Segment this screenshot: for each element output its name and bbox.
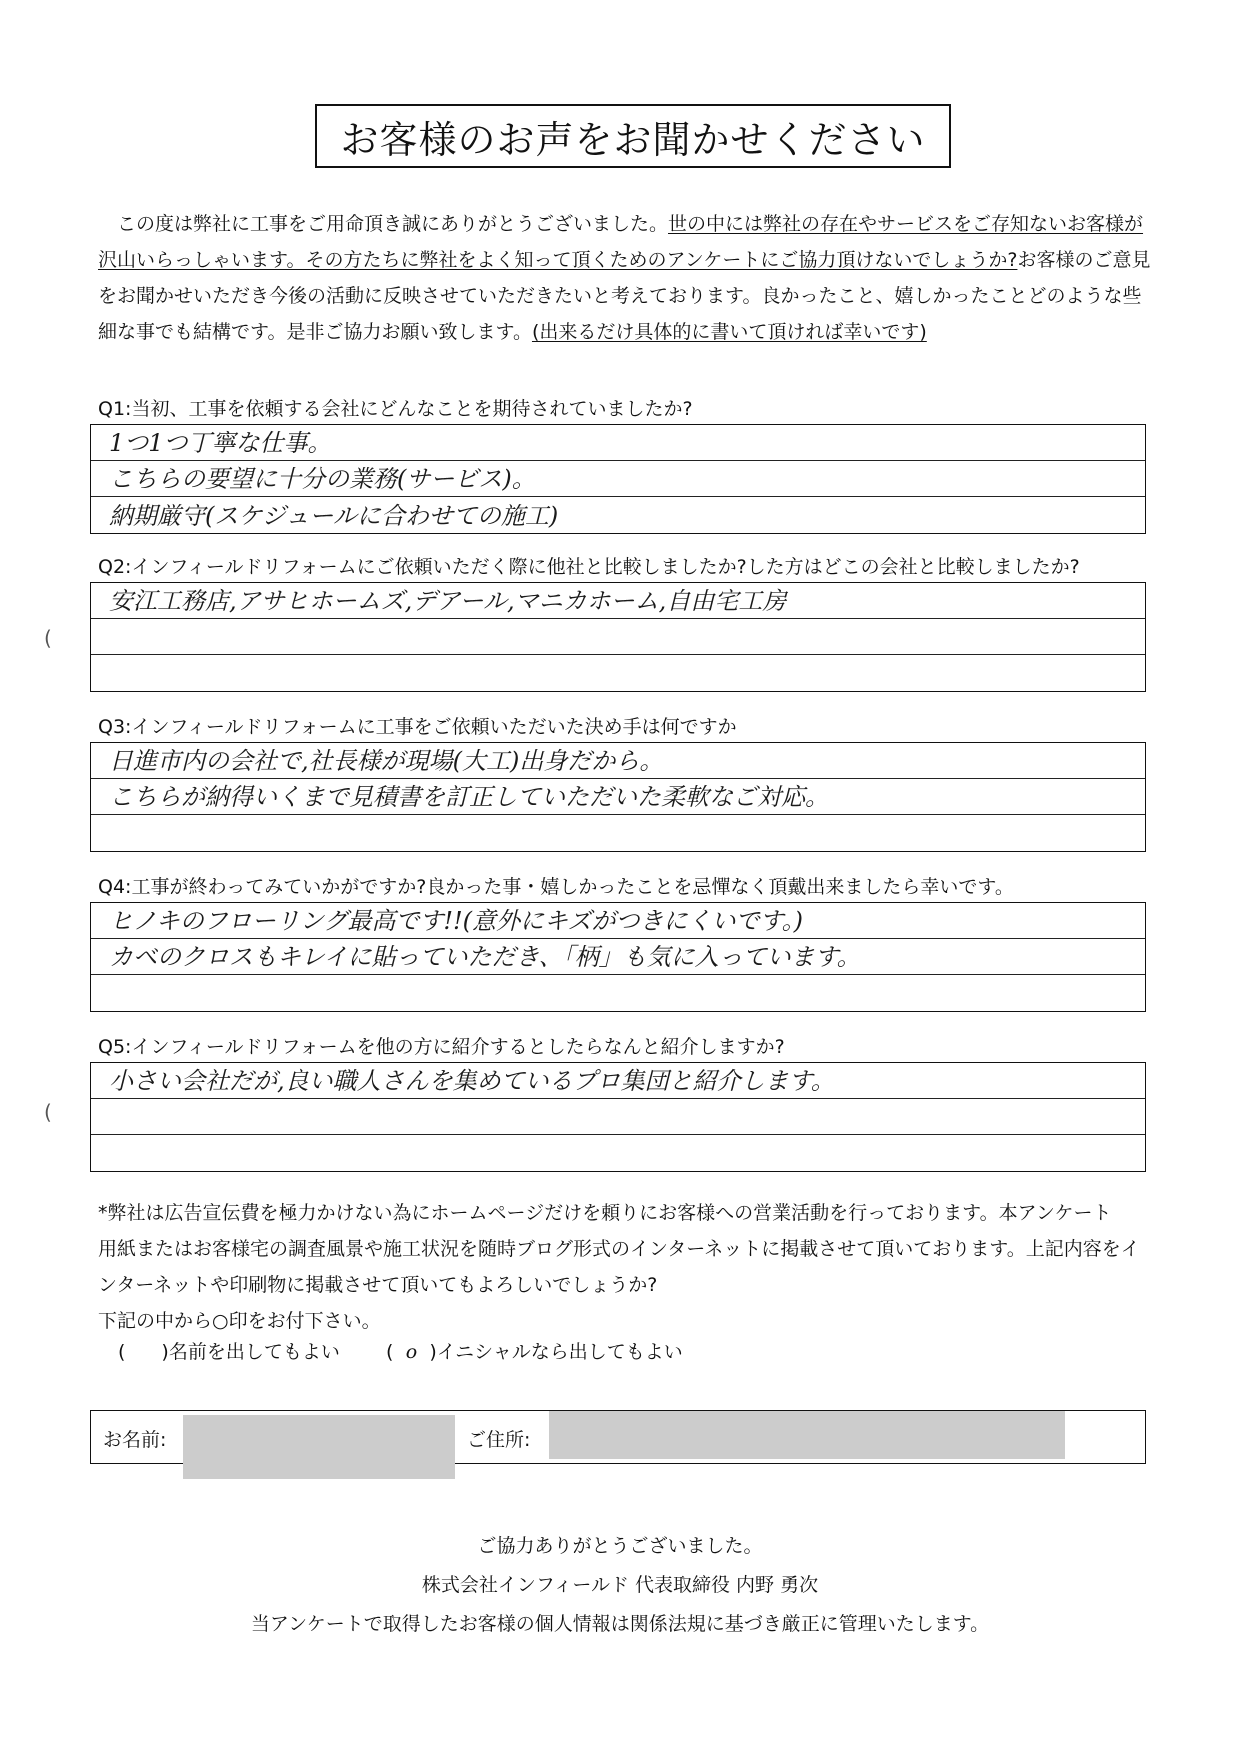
consent-option-name[interactable]: [118, 1337, 340, 1364]
handwritten-answer: こちらの要望に十分の業務(サービス)。: [109, 465, 536, 493]
answer-line: [91, 1135, 1145, 1171]
footer-privacy: 当アンケートで取得したお客様の個人情報は関係法規に基づき厳正に管理いたします。: [250, 1613, 990, 1635]
publication-notice: [98, 1195, 1160, 1339]
name-address-row: [90, 1410, 1146, 1464]
scan-margin-mark: (: [44, 626, 52, 650]
notice-line: *弊社は広告宣伝費を極力かけない為にホームページだけを頼りにお客様への営業活動を行っております。本アンケート: [98, 1202, 1112, 1224]
answer-line: [91, 461, 1145, 497]
answer-line: [91, 425, 1145, 461]
intro-part2: 世の中には弊社の存在やサービスをご存知ないお客様が沢山いらっしゃいます。その方たちに弊社をよく知って頂くためのアンケートにご協力頂けないでしょうか?: [98, 213, 1144, 271]
question-5-answer-box[interactable]: [90, 1062, 1146, 1172]
question-2-label: Q2:インフィールドリフォームにご依頼いただく際に他社と比較しましたか?した方はどこの会社と比較しましたか?: [98, 556, 1080, 578]
consent-label-name: )名前を出してもよい: [161, 1341, 340, 1363]
answer-line: [91, 939, 1145, 975]
question-2-answer-box[interactable]: [90, 582, 1146, 692]
handwritten-answer: 納期厳守(スケジュールに合わせての施工): [109, 502, 559, 530]
answer-line: [91, 655, 1145, 691]
footer-thanks: ご協力ありがとうございました。: [477, 1535, 763, 1557]
answer-line: [91, 975, 1145, 1011]
consent-mark-initial: o: [405, 1341, 418, 1363]
answer-line: [91, 743, 1145, 779]
address-label: ご住所:: [467, 1429, 531, 1451]
name-label: お名前:: [103, 1429, 167, 1451]
question-3-answer-box[interactable]: [90, 742, 1146, 852]
notice-line: 用紙またはお客様宅の調査風景や施工状況を随時ブログ形式のインターネットに掲載させて頂いております。上記内容をイ: [98, 1238, 1140, 1260]
handwritten-answer: カベのクロスもキレイに貼っていただき、「柄」も気に入っています。: [109, 943, 861, 971]
question-4-label: Q4:工事が終わってみていかがですか?良かった事・嬉しかったことを忌憚なく頂戴出来ましたら幸いです。: [98, 876, 1014, 898]
question-3-label: Q3:インフィールドリフォームに工事をご依頼いただいた決め手は何ですか: [98, 716, 737, 738]
page-title: お客様のお声をお聞かせください: [315, 104, 951, 168]
notice-line: ンターネットや印刷物に掲載させて頂いてもよろしいでしょうか?: [98, 1274, 658, 1296]
name-field-redacted[interactable]: [183, 1415, 455, 1479]
consent-option-initial[interactable]: [386, 1337, 683, 1364]
open-paren: (: [118, 1341, 126, 1363]
address-field-redacted[interactable]: [549, 1411, 1065, 1459]
answer-line: [91, 815, 1145, 851]
intro-paragraph: [98, 206, 1160, 350]
answer-line: [91, 1099, 1145, 1135]
answer-line: [91, 903, 1145, 939]
open-paren: (: [386, 1341, 394, 1363]
handwritten-answer: 日進市内の会社で,社長様が現場(大工)出身だから。: [109, 747, 664, 775]
footer-company: 株式会社インフィールド 代表取締役 内野 勇次: [421, 1574, 819, 1596]
intro-part1: この度は弊社に工事をご用命頂き誠にありがとうございました。: [117, 213, 669, 235]
consent-label-initial: )イニシャルなら出してもよい: [429, 1341, 683, 1363]
handwritten-answer: こちらが納得いくまで見積書を訂正していただいた柔軟なご対応。: [109, 783, 829, 811]
question-5-label: Q5:インフィールドリフォームを他の方に紹介するとしたらなんと紹介しますか?: [98, 1036, 785, 1058]
handwritten-answer: 小さい会社だが,良い職人さんを集めているプロ集団と紹介します。: [109, 1067, 835, 1095]
handwritten-answer: ヒノキのフローリング最高です!!(意外にキズがつきにくいです。): [109, 907, 803, 935]
answer-line: [91, 583, 1145, 619]
handwritten-answer: 安江工務店,アサヒホームズ,デアール,マニカホーム,自由宅工房: [109, 587, 787, 615]
scan-margin-mark: (: [44, 1100, 52, 1124]
intro-part4: (出来るだけ具体的に書いて頂ければ幸いです): [531, 321, 927, 343]
intro-part3: お客様のご意見をお聞かせいただき今後の活動に反映させていただきたいと考えております。良かったこと、嬉しかったことどのような些細な事でも結構です。是非ご協力お願い致します。: [98, 249, 1151, 343]
answer-line: [91, 497, 1145, 533]
answer-line: [91, 1063, 1145, 1099]
answer-line: [91, 619, 1145, 655]
notice-line: 下記の中から○印をお付下さい。: [98, 1310, 381, 1332]
question-1-label: Q1:当初、工事を依頼する会社にどんなことを期待されていましたか?: [98, 398, 693, 420]
handwritten-answer: 1つ1つ丁寧な仕事。: [109, 429, 332, 457]
question-1-answer-box[interactable]: [90, 424, 1146, 534]
answer-line: [91, 779, 1145, 815]
question-4-answer-box[interactable]: [90, 902, 1146, 1012]
